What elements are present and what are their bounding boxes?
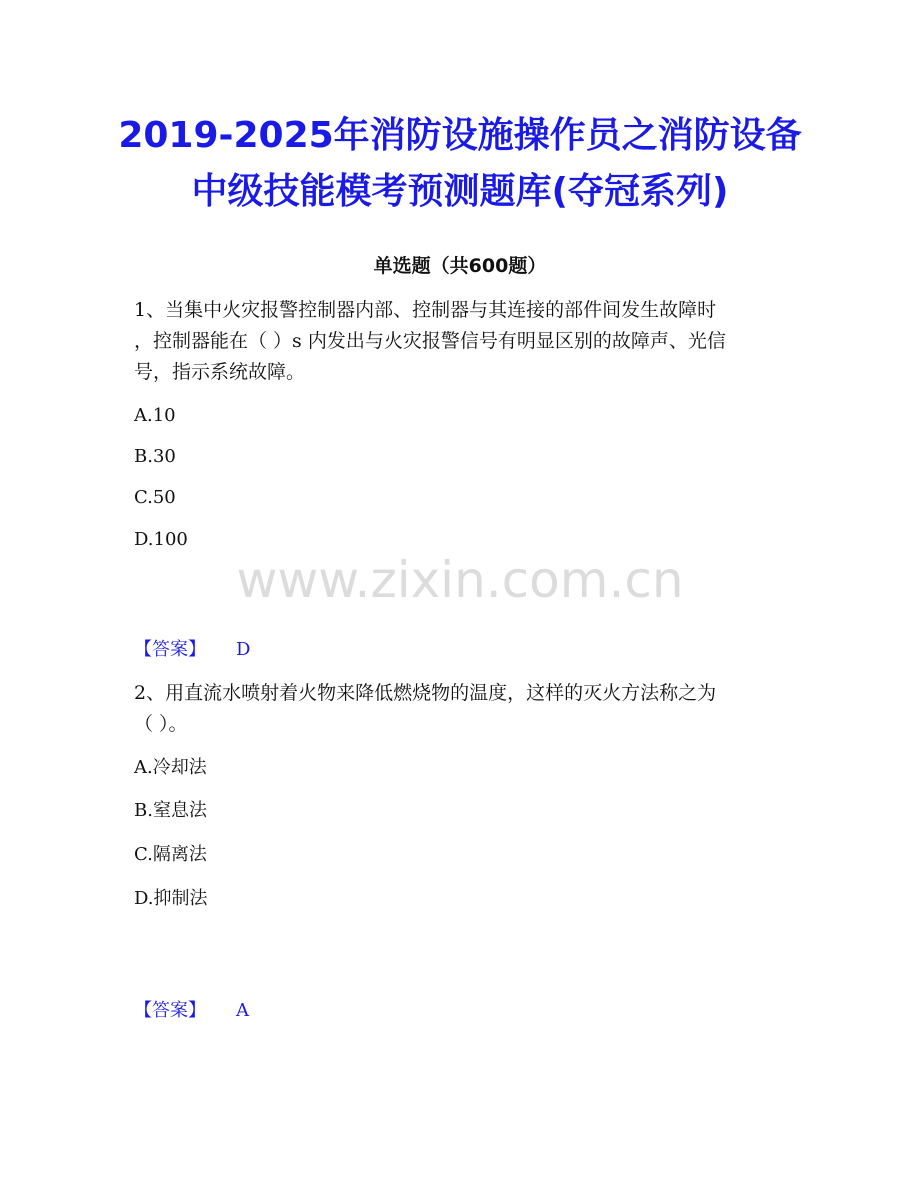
question-2-option-d: D.抑制法: [134, 888, 208, 909]
question-1-line-1: 1、当集中火灾报警控制器内部、控制器与其连接的部件间发生故障时: [134, 299, 717, 321]
answer-value: A: [236, 1000, 249, 1021]
question-2-answer: [134, 998, 249, 1024]
answer-label: 【答案】: [134, 639, 206, 660]
question-2-option-b: B.窒息法: [134, 800, 207, 821]
answer-value: D: [236, 639, 251, 660]
watermark: www.zixin.com.cn: [236, 551, 684, 609]
question-1-option-b: B.30: [134, 446, 176, 467]
question-1-line-3: 号，指示系统故障。: [134, 361, 306, 383]
title-line-2: 中级技能模考预测题库(夺冠系列): [191, 171, 729, 212]
question-1-answer: [134, 637, 250, 663]
section-header: 单选题（共600题）: [373, 255, 547, 277]
question-2-line-2: （ ）。: [134, 713, 188, 735]
question-2-text: [134, 678, 784, 740]
question-2-line-1: 2、用直流水喷射着火物来降低燃烧物的温度，这样的灭火方法称之为: [134, 682, 717, 704]
question-1-option-a: A.10: [134, 405, 176, 426]
question-2-option-a: A.冷却法: [134, 757, 207, 778]
document-title: [60, 108, 860, 220]
question-1-line-2: ，控制器能在（ ）s 内发出与火灾报警信号有明显区别的故障声、光信: [134, 330, 726, 352]
answer-label: 【答案】: [134, 1000, 206, 1021]
title-line-1: 2019-2025年消防设施操作员之消防设备: [118, 115, 802, 156]
question-1-text: [134, 295, 784, 388]
question-2-option-c: C.隔离法: [134, 844, 207, 865]
question-1-option-c: C.50: [134, 487, 176, 508]
question-1-option-d: D.100: [134, 529, 188, 550]
